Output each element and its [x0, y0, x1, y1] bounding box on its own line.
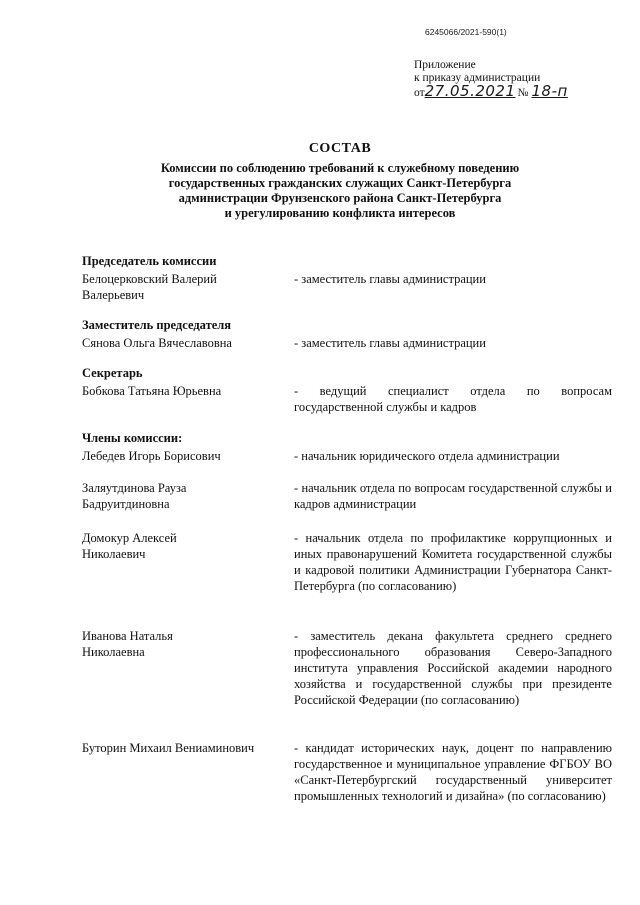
- title-line: государственных гражданских служащих Санкт-Петербурга: [168, 176, 512, 190]
- member-name: Сянова Ольга Вячеславовна: [82, 336, 232, 350]
- member-role: - начальник юридического отдела администрации: [294, 449, 560, 463]
- member-name: Бобкова Татьяна Юрьевна: [82, 384, 222, 398]
- member-name: Буторин Михаил Вениаминович: [82, 741, 255, 755]
- members-heading: Члены комиссии:: [82, 431, 183, 445]
- chairman-heading: Председатель комиссии: [82, 254, 217, 268]
- handwritten-date: 27.05.2021: [424, 82, 516, 100]
- member-role: - заместитель главы администрации: [294, 336, 486, 350]
- title-line: администрации Фрунзенского района Санкт-Петербурга: [178, 191, 502, 205]
- document-title: [60, 141, 620, 221]
- appendix-block: [414, 59, 568, 100]
- secretary-heading: Секретарь: [82, 366, 143, 380]
- title-line: и урегулированию конфликта интересов: [224, 206, 456, 220]
- appendix-date-prefix: от: [414, 87, 425, 99]
- title-line: Комиссии по соблюдению требований к служебному поведению: [160, 161, 520, 175]
- member-name: Заляутдинова Рауза Бадруитдиновна: [82, 481, 187, 511]
- appendix-label: Приложение: [414, 59, 476, 71]
- deputy-heading: Заместитель председателя: [82, 318, 232, 332]
- handwritten-order-number: 18-п: [531, 82, 568, 100]
- member-role: - ведущий специалист отдела по вопросам государственной службы и кадров: [294, 384, 612, 414]
- number-sign: №: [517, 87, 529, 99]
- member-role: - начальник отдела по профилактике коррупционных и иных правонарушений Комитета государственной службы и кадровой политики Администрации Губернатора Санкт-Петербурга (по согласованию): [294, 531, 612, 593]
- member-role: - заместитель главы администрации: [294, 272, 486, 286]
- title-main: СОСТАВ: [308, 141, 372, 156]
- member-name: Лебедев Игорь Борисович: [82, 449, 221, 463]
- member-role: - кандидат исторических наук, доцент по направлению государственное и муниципальное управление ФГБОУ ВО «Санкт-Петербургский государственный университет промышленных технологий и дизайна» (по согласованию): [294, 741, 612, 803]
- member-name: Белоцерковский Валерий Валерьевич: [82, 272, 217, 302]
- member-role: - начальник отдела по вопросам государственной службы и кадров администрации: [294, 481, 612, 511]
- appendix-date-line: [414, 82, 568, 100]
- member-name: Домокур Алексей Николаевич: [82, 531, 177, 561]
- appendix-order-ref: к приказу администрации: [414, 72, 541, 84]
- member-role: - заместитель декана факультета среднего среднего профессионального образования Северо-Западного института управления Российской академии народного хозяйства и государственной службы при президенте Российской Федерации (по согласованию): [294, 629, 612, 707]
- member-name: Иванова Наталья Николаевна: [82, 629, 173, 659]
- document-number: 6245066/2021-590(1): [425, 27, 507, 37]
